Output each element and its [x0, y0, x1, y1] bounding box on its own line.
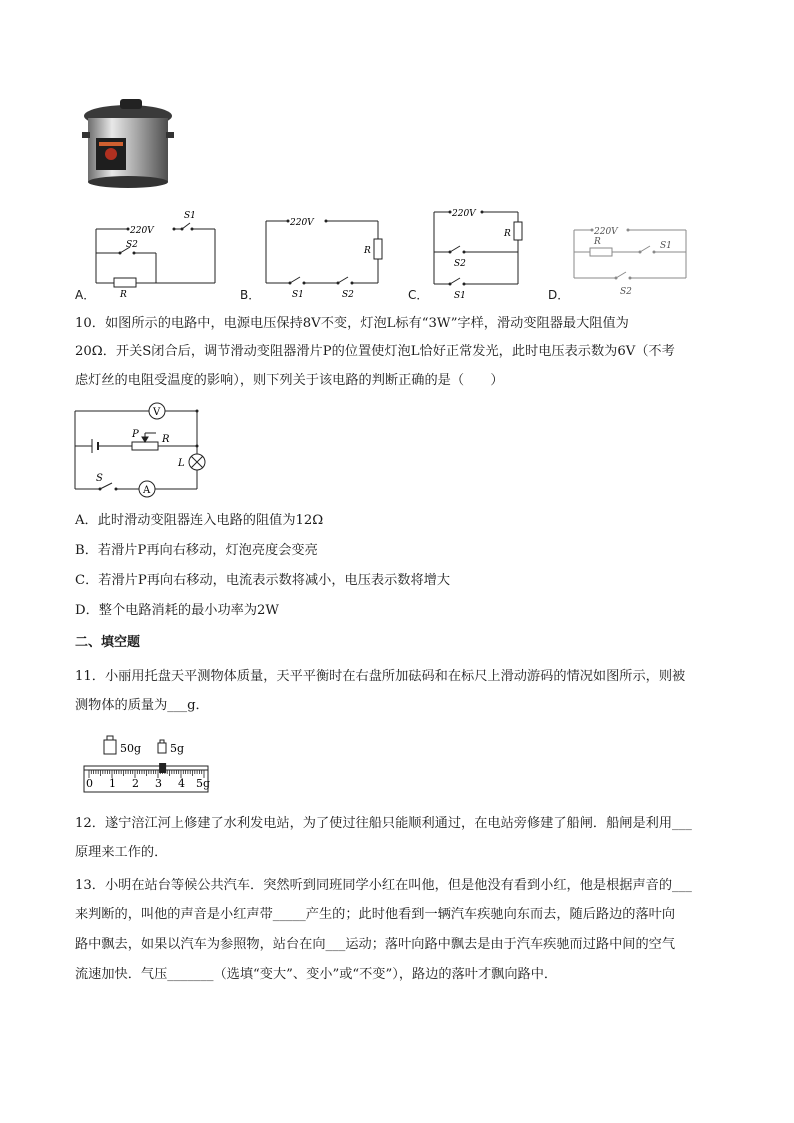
s2-label: S2 — [342, 290, 354, 300]
q13-line-4: 流速加快．气压_______（选填“变大”、变小”或“不变”），路边的落叶才飘向路中． — [75, 967, 558, 982]
circuit-option-c — [428, 200, 528, 304]
r-label: R — [364, 246, 371, 256]
q10-option-b: B．若滑片P再向右移动，灯泡亮度会变亮 — [75, 543, 318, 558]
option-label-a: A． — [75, 288, 96, 302]
section-title: 二、填空题 — [75, 635, 141, 650]
q10-line-2: 20Ω．开关S闭合后，调节滑动变阻器滑片P的位置使灯泡L恰好正常发光，此时电压表示数为6V（不考 — [75, 344, 675, 359]
s1-label: S1 — [454, 291, 466, 300]
q11-line-1: 11．小丽用托盘天平测物体质量，天平平衡时在右盘所加砝码和在标尺上滑动游码的情况如图所示，则被 — [75, 669, 686, 684]
s2-label: S2 — [454, 259, 466, 269]
q12-line-2: 原理来工作的． — [75, 845, 168, 860]
r-label: R — [594, 237, 601, 247]
s2-label: S2 — [126, 240, 138, 250]
option-label-d: D． — [548, 288, 570, 302]
slider-p-label: P — [132, 429, 139, 440]
q10-line-1: 10．如图所示的电路中，电源电压保持8V不变，灯泡L标有“3W”字样，滑动变阻器最大阻值为 — [75, 316, 629, 331]
q10-line-3: 虑灯丝的电阻受温度的影响），则下列关于该电路的判断正确的是（ ） — [75, 373, 504, 388]
q13-line-3: 路中飘去，如果以汽车为参照物，站台在向___运动；落叶向路中飘去是由于汽车疾驰而过路中间的空气 — [75, 937, 676, 952]
s1-label: S1 — [660, 241, 672, 251]
q13-line-2: 来判断的，叫他的声音是小红声带_____产生的；此时他看到一辆汽车疾驰向东而去，随后路边的落叶向 — [75, 907, 676, 922]
pressure-cooker-image — [78, 96, 178, 196]
q10-circuit-diagram — [72, 402, 212, 504]
lamp-l-label: L — [178, 458, 185, 469]
q10-option-c: C．若滑片P再向右移动，电流表示数将减小，电压表示数将增大 — [75, 573, 451, 588]
rider-indicator — [159, 763, 166, 773]
option-label-b: B． — [240, 288, 261, 302]
scale-tick-label: 4 — [178, 777, 185, 790]
q10-option-a: A．此时滑动变阻器连入电路的阻值为12Ω — [75, 513, 324, 528]
s2-label: S2 — [620, 287, 632, 297]
q10-option-d: D．整个电路消耗的最小功率为2W — [75, 603, 279, 618]
scale-tick-label: 2 — [132, 777, 139, 790]
voltmeter-label: V — [153, 407, 161, 418]
s1-label: S1 — [292, 290, 304, 300]
r-label: R — [504, 229, 511, 239]
s1-label: S1 — [184, 211, 196, 221]
q12-line-1: 12．遂宁涪江河上修建了水利发电站，为了使过往船只能顺利通过，在电站旁修建了船闸．船闸是利用___ — [75, 816, 692, 831]
voltage-label: 220V — [290, 218, 314, 228]
scale-tick-label: 0 — [86, 777, 93, 790]
weight-50g-label: 50g — [120, 742, 142, 755]
rheostat-r-label: R — [162, 434, 170, 445]
r-label: R — [120, 290, 127, 300]
circuit-option-b — [260, 205, 390, 304]
weight-5g-label: 5g — [170, 742, 185, 755]
ammeter-label: A — [143, 485, 151, 496]
circuit-option-a — [90, 205, 230, 304]
voltage-label: 220V — [130, 226, 154, 236]
scale-tick-label: 1 — [109, 777, 116, 790]
scale-tick-label: 5g — [196, 777, 211, 790]
option-label-c: C． — [408, 288, 429, 302]
circuit-option-d — [568, 208, 698, 307]
q11-line-2: 测物体的质量为___g． — [75, 698, 209, 713]
voltage-label: 220V — [452, 209, 476, 219]
switch-s-label: S — [96, 473, 103, 484]
voltage-label: 220V — [594, 227, 618, 237]
q13-line-1: 13．小明在站台等候公共汽车．突然听到同班同学小红在叫他，但是他没有看到小红，他是根据声音的___ — [75, 878, 692, 893]
balance-scale-diagram — [78, 730, 218, 800]
scale-tick-label: 3 — [155, 777, 162, 790]
